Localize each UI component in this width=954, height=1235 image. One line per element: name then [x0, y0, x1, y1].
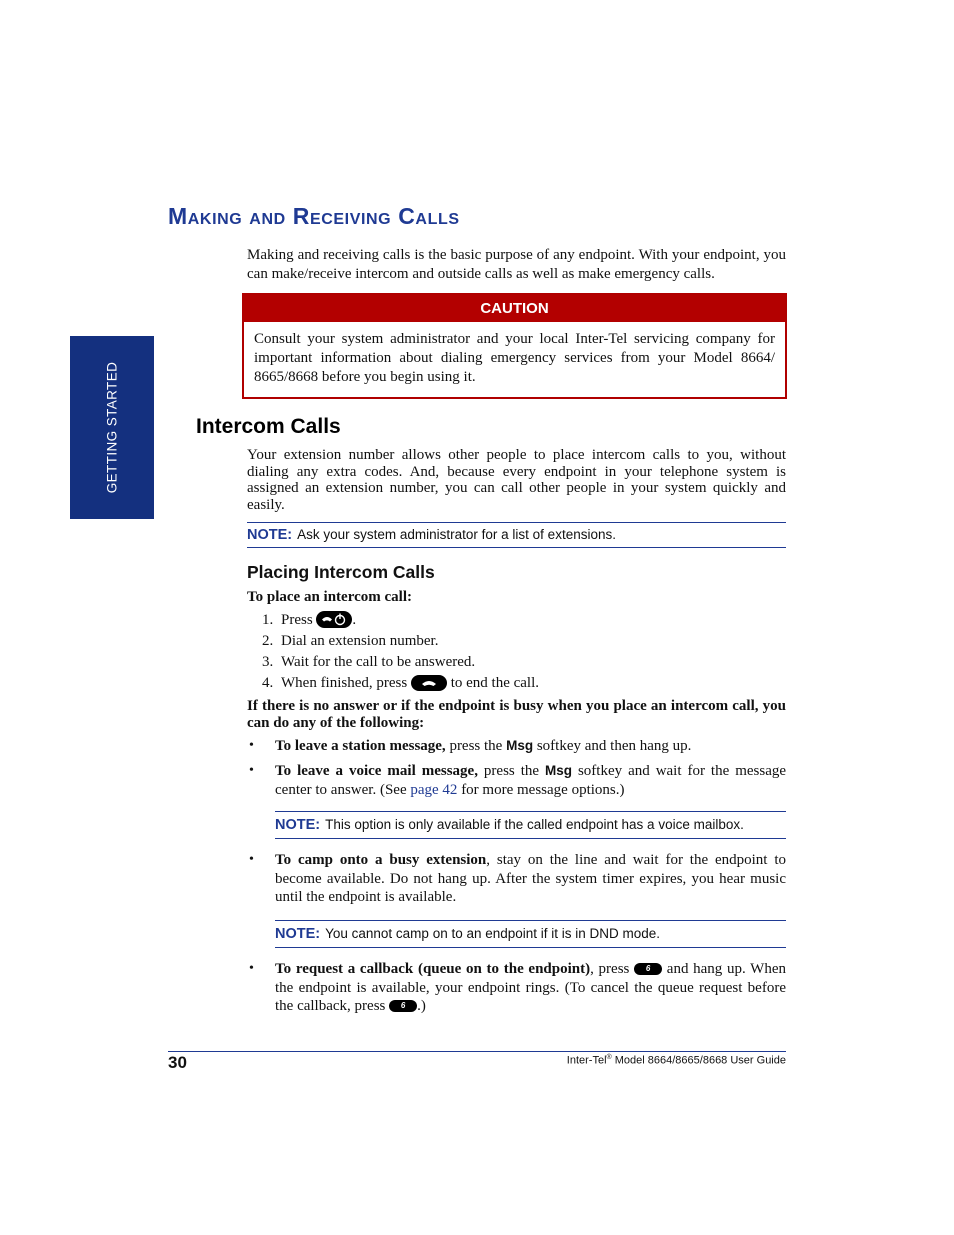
caution-header: CAUTION — [244, 295, 785, 322]
note-label: NOTE: — [247, 527, 293, 543]
note-dnd — [275, 920, 786, 948]
bullet-camp-on: • To camp onto a busy extension, stay on the line and wait for the endpoint to become available. Do not hang up. After the system timer expires, you hear music until the endpoint is available. — [249, 852, 786, 905]
note-text: You cannot camp on to an endpoint if it is in DND mode. — [325, 926, 661, 941]
caution-body: Consult your system administrator and your local Inter-Tel servicing company for important information about dialing emergency services from your Model 8664/ 8665/8668 before you begin using it. — [254, 331, 775, 385]
note-voice-mailbox — [275, 811, 786, 839]
msg-softkey: Msg — [545, 763, 572, 778]
step-2: 2. Dial an extension number. — [262, 633, 439, 649]
page-number: 30 — [168, 1053, 187, 1072]
side-tab-label: GETTING STARTED — [104, 361, 120, 494]
placing-heading: Placing Intercom Calls — [247, 562, 435, 582]
intercom-heading: Intercom Calls — [196, 415, 341, 438]
dial-six-key-icon: 6 — [389, 1000, 417, 1012]
speaker-hangup-key-icon — [411, 675, 447, 691]
procedure-label: To place an intercom call: — [247, 589, 412, 605]
intercom-handset-key-icon — [316, 611, 352, 628]
bullet-voice-mail: • To leave a voice mail message, press the Msg softkey and wait for the message center to answer. (See page 42 for more message options.) — [249, 763, 787, 798]
step-1: 1. Press . — [262, 612, 357, 628]
footer-guide-title: Inter-Tel® Model 8664/8665/8668 User Guide — [566, 1054, 786, 1067]
intro-paragraph: Making and receiving calls is the basic purpose of any endpoint. With your endpoint, you can make/receive intercom and outside calls as well as make emergency calls. — [247, 247, 786, 282]
side-tab — [70, 336, 154, 519]
page-42-link[interactable]: page 42 — [410, 782, 458, 798]
msg-softkey: Msg — [506, 738, 534, 753]
step-3: 3. Wait for the call to be answered. — [262, 654, 476, 670]
caution-box — [242, 293, 787, 399]
note-label: NOTE: — [275, 817, 321, 833]
bullet-station-message: • To leave a station message, press the Msg softkey and then hang up. — [249, 738, 692, 754]
intercom-paragraph: Your extension number allows other people to place intercom calls to you, without dialing any extra codes. And, because every endpoint in your telephone system is assigned an extension number, you can call other people in your system quickly and easily. — [247, 447, 786, 513]
chapter-title: Making and Receiving Calls — [168, 203, 460, 229]
note-extensions — [247, 522, 786, 548]
note-text: This option is only available if the called endpoint has a voice mailbox. — [325, 817, 744, 832]
dial-six-key-icon: 6 — [634, 963, 662, 975]
busy-intro: If there is no answer or if the endpoint is busy when you place an intercom call, you can do any of the following: — [247, 698, 786, 731]
note-text: Ask your system administrator for a list of extensions. — [297, 527, 616, 542]
bullet-callback: • To request a callback (queue on to the endpoint), press 6 and hang up. When the endpoint is available, your endpoint rings. (To cancel the queue request before the callback, press 6 .) — [249, 961, 786, 1014]
note-label: NOTE: — [275, 926, 321, 942]
step-4: 4. When finished, press to end the call. — [262, 675, 540, 691]
footer-rule — [168, 1051, 786, 1052]
